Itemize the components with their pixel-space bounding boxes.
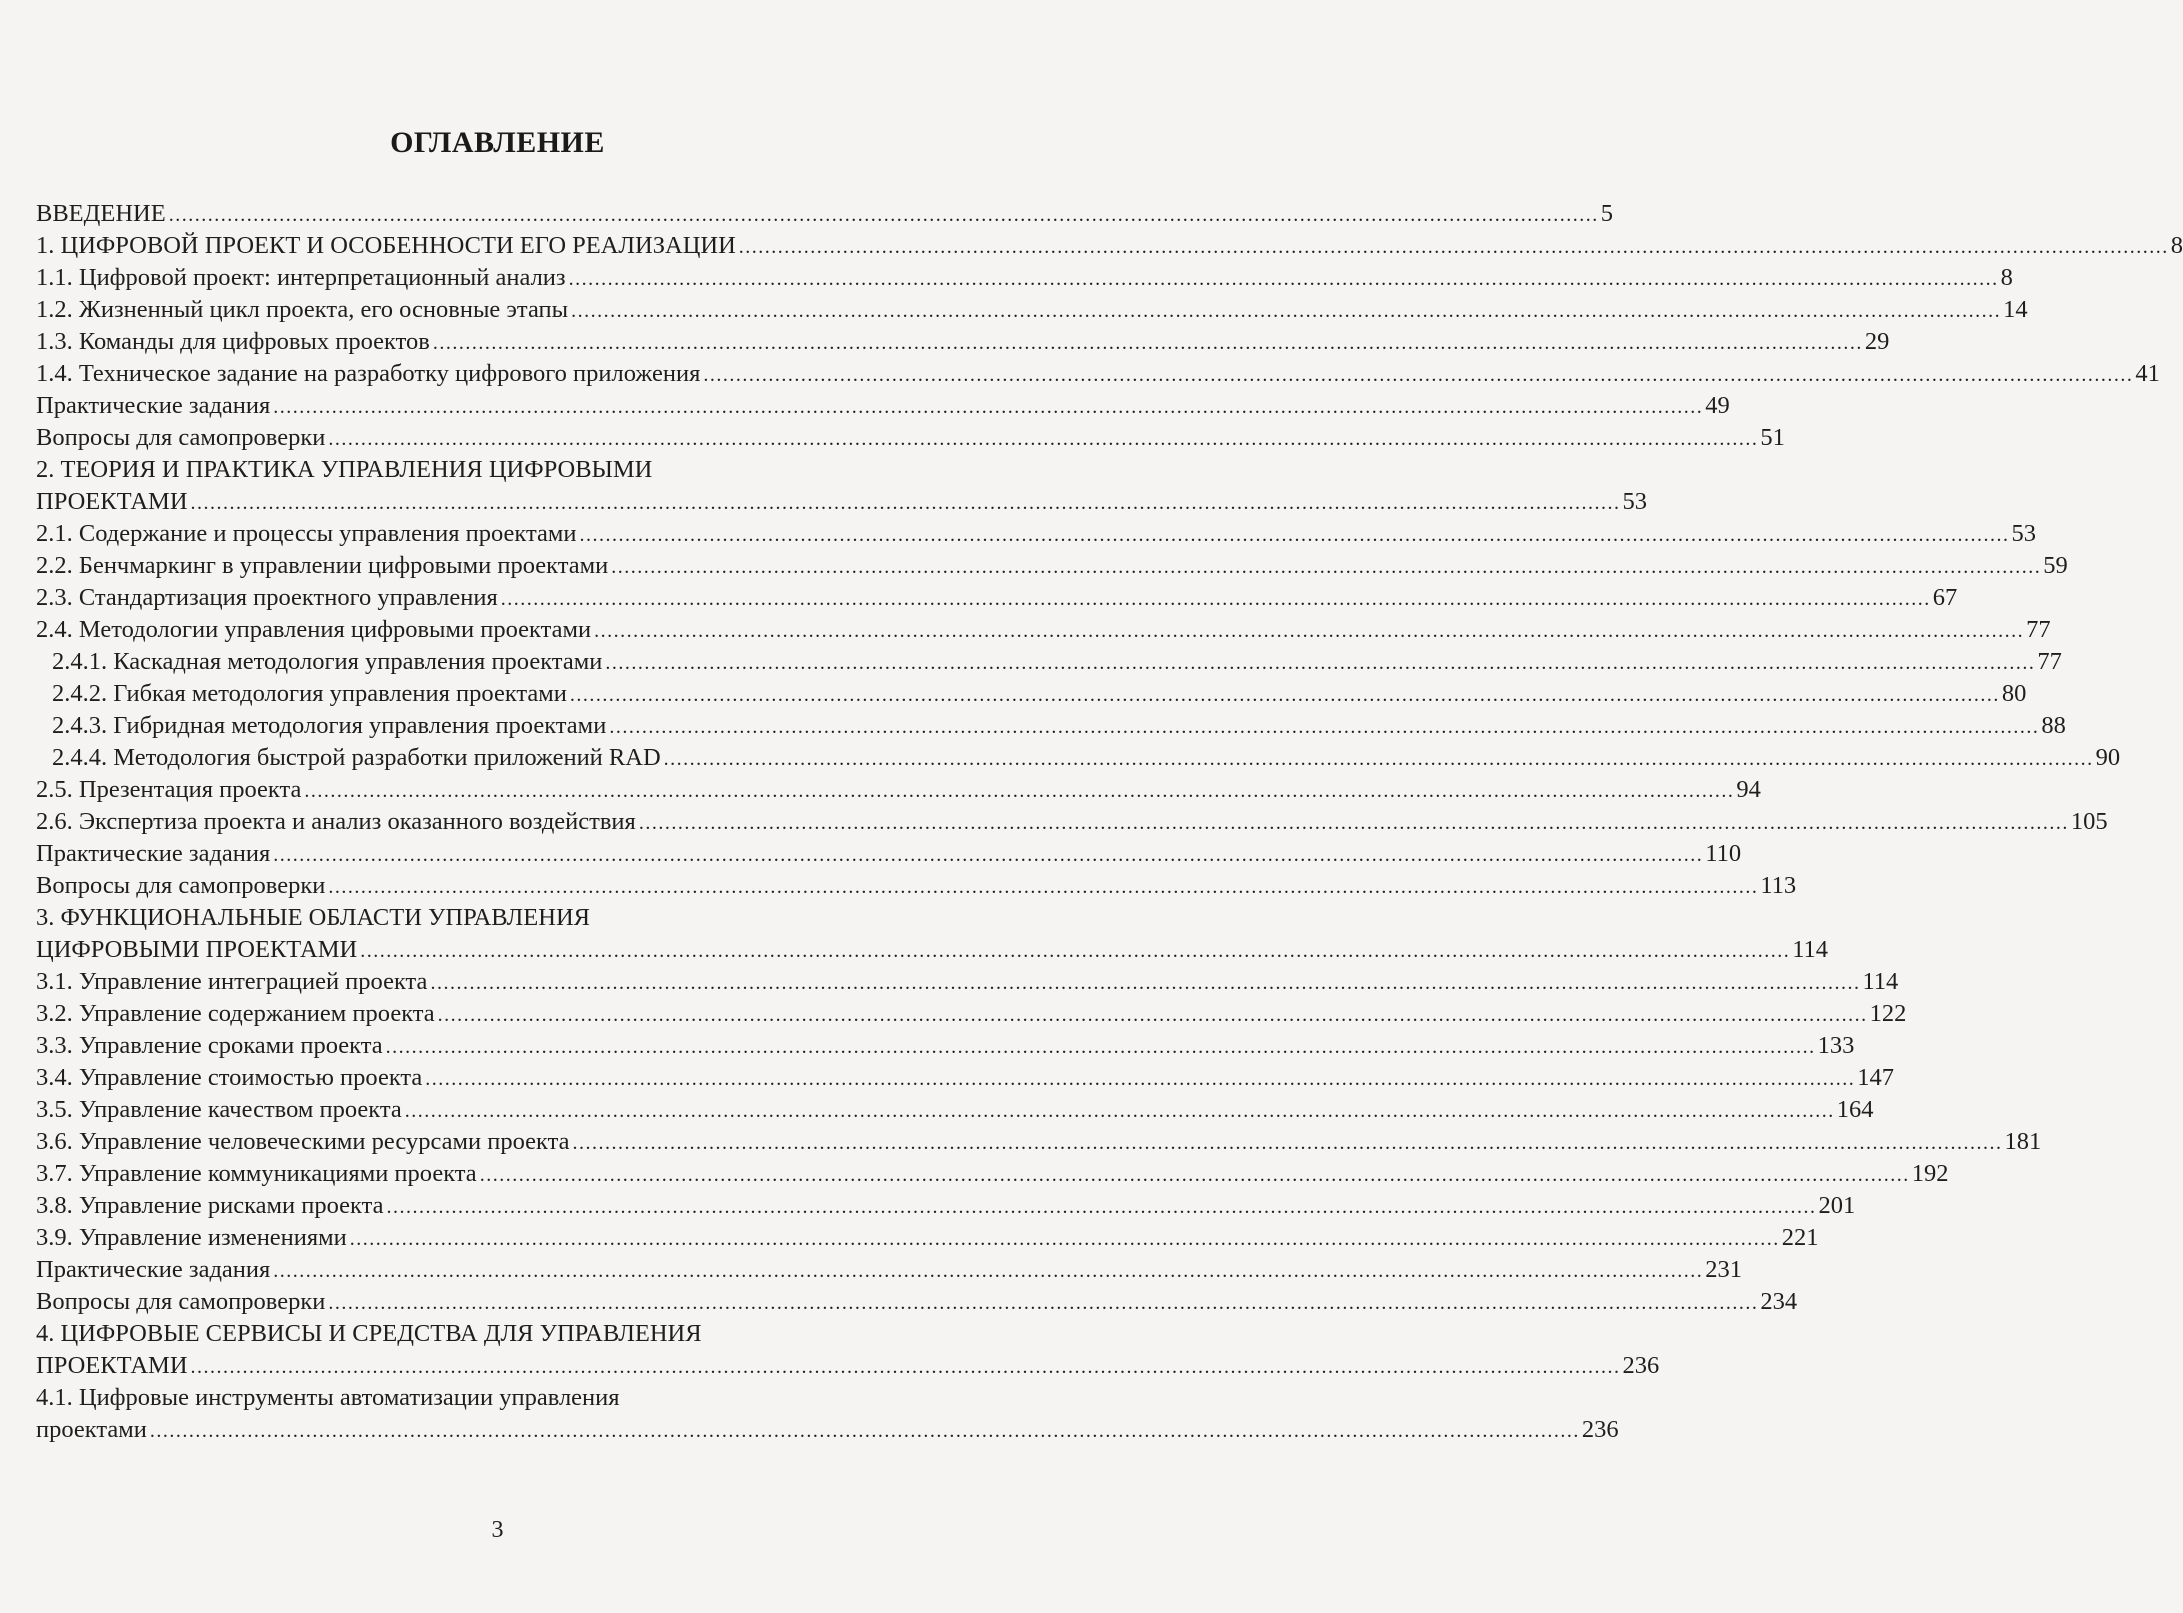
toc-entry <box>36 966 1899 998</box>
toc-entry-page: 94 <box>1736 776 1761 803</box>
toc-entry-title: 2.4.4. Методология быстрой разработки приложений RAD <box>52 744 661 771</box>
page-title: ОГЛАВЛЕНИЕ <box>390 126 605 159</box>
dot-leader: ............................................................................................................................................................................................................................ <box>738 236 2169 258</box>
toc-entry <box>36 582 1958 614</box>
toc-entry-title: 2.5. Презентация проекта <box>36 776 302 803</box>
toc-entry-row <box>36 294 2028 326</box>
toc-entry-row <box>36 422 1785 454</box>
toc-entry-row <box>36 1254 1743 1286</box>
toc-entry-title: проектами <box>36 1416 147 1443</box>
dot-leader: ............................................................................................................................................................................................................................ <box>594 620 2025 642</box>
toc-entry-title-line: 3. ФУНКЦИОНАЛЬНЫЕ ОБЛАСТИ УПРАВЛЕНИЯ <box>36 904 590 931</box>
toc-entry-page: 49 <box>1705 392 1730 419</box>
toc-entry <box>36 198 1613 230</box>
dot-leader: ............................................................................................................................................................................................................................ <box>425 1068 1856 1090</box>
toc-entry-page: 51 <box>1760 424 1785 451</box>
toc-entry-title: 1. ЦИФРОВОЙ ПРОЕКТ И ОСОБЕННОСТИ ЕГО РЕАЛИЗАЦИИ <box>36 232 736 259</box>
toc-entry-title: 3.6. Управление человеческими ресурсами проекта <box>36 1128 570 1155</box>
dot-leader: ............................................................................................................................................................................................................................ <box>360 940 1791 962</box>
toc-entry-page: 201 <box>1818 1192 1856 1219</box>
dot-leader: ............................................................................................................................................................................................................................ <box>663 748 2094 770</box>
dot-leader: ............................................................................................................................................................................................................................ <box>579 524 2010 546</box>
dot-leader: ............................................................................................................................................................................................................................ <box>611 556 2042 578</box>
toc-entry-page: 231 <box>1705 1256 1743 1283</box>
toc-entry-row <box>36 1222 1819 1254</box>
toc-entry <box>36 646 2062 678</box>
toc-entry-title: 3.8. Управление рисками проекта <box>36 1192 384 1219</box>
toc-entry-page: 88 <box>2041 712 2066 739</box>
toc-entry-title: 2.2. Бенчмаркинг в управлении цифровыми проектами <box>36 552 609 579</box>
toc-entry-title-line: 4.1. Цифровые инструменты автоматизации управления <box>36 1384 620 1411</box>
toc-entry <box>36 614 2051 646</box>
toc-entry-row <box>36 742 2121 774</box>
toc-entry-row <box>36 198 1613 230</box>
dot-leader: ............................................................................................................................................................................................................................ <box>328 428 1759 450</box>
toc-entry <box>36 1126 2042 1158</box>
dot-leader: ............................................................................................................................................................................................................................ <box>437 1004 1868 1026</box>
toc-entry-page: 181 <box>2004 1128 2042 1155</box>
toc-entry-title: Практические задания <box>36 1256 271 1283</box>
toc-entry <box>36 294 2028 326</box>
toc-entry-row <box>36 870 1797 902</box>
dot-leader: ............................................................................................................................................................................................................................ <box>479 1164 1910 1186</box>
toc-entry-row <box>36 678 2027 710</box>
dot-leader: ............................................................................................................................................................................................................................ <box>569 684 2000 706</box>
toc-entry-title: 3.2. Управление содержанием проекта <box>36 1000 435 1027</box>
toc-entry-page: 133 <box>1817 1032 1855 1059</box>
toc-entry-row <box>36 1190 1856 1222</box>
toc-entry <box>36 518 2036 550</box>
toc-entry <box>36 1318 1660 1382</box>
dot-leader: ............................................................................................................................................................................................................................ <box>571 300 2002 322</box>
toc-entry <box>36 262 2013 294</box>
table-of-contents <box>36 198 2183 1446</box>
toc-entry <box>36 422 1785 454</box>
toc-entry <box>36 1190 1856 1222</box>
dot-leader: ............................................................................................................................................................................................................................ <box>432 332 1863 354</box>
toc-entry <box>36 454 1648 518</box>
toc-entry-row <box>36 358 2160 390</box>
toc-entry-row <box>36 262 2013 294</box>
toc-entry <box>36 710 2066 742</box>
toc-entry-title: Практические задания <box>36 840 271 867</box>
toc-entry-title: ПРОЕКТАМИ <box>36 1352 188 1379</box>
toc-entry-page: 77 <box>2026 616 2051 643</box>
toc-entry-page: 53 <box>2011 520 2036 547</box>
toc-entry-title: 1.4. Техническое задание на разработку цифрового приложения <box>36 360 701 387</box>
toc-entry-page: 113 <box>1760 872 1797 899</box>
toc-entry <box>36 550 2068 582</box>
toc-entry-page: 5 <box>1600 200 1613 227</box>
toc-entry <box>36 1062 1895 1094</box>
toc-entry-row <box>36 1286 1798 1318</box>
dot-leader: ............................................................................................................................................................................................................................ <box>149 1420 1580 1442</box>
toc-entry-row <box>36 1414 1619 1446</box>
toc-entry-title: 2.6. Экспертиза проекта и анализ оказанного воздействия <box>36 808 636 835</box>
dot-leader: ............................................................................................................................................................................................................................ <box>304 780 1735 802</box>
toc-entry-row <box>36 614 2051 646</box>
dot-leader: ............................................................................................................................................................................................................................ <box>572 1132 2003 1154</box>
toc-entry-page: 192 <box>1911 1160 1949 1187</box>
toc-entry-page: 80 <box>2001 680 2027 707</box>
toc-entry-page: 105 <box>2070 808 2108 835</box>
toc-entry-title: 1.1. Цифровой проект: интерпретационный анализ <box>36 264 566 291</box>
toc-entry-row <box>36 966 1899 998</box>
toc-entry-row <box>36 710 2066 742</box>
toc-entry-title: 3.7. Управление коммуникациями проекта <box>36 1160 477 1187</box>
dot-leader: ............................................................................................................................................................................................................................ <box>386 1196 1817 1218</box>
toc-entry <box>36 1254 1743 1286</box>
dot-leader: ............................................................................................................................................................................................................................ <box>273 844 1704 866</box>
toc-entry-row <box>36 518 2036 550</box>
toc-entry-row <box>36 326 1890 358</box>
toc-entry-page: 41 <box>2135 360 2160 387</box>
toc-entry-title: 2.4.2. Гибкая методология управления проектами <box>52 680 567 707</box>
toc-entry-page: 8 <box>2170 232 2183 259</box>
toc-entry-title: 3.5. Управление качеством проекта <box>36 1096 402 1123</box>
toc-entry-title: Практические задания <box>36 392 271 419</box>
toc-entry-row <box>36 646 2062 678</box>
toc-entry-page: 147 <box>1857 1064 1895 1091</box>
toc-entry <box>36 678 2027 710</box>
toc-entry-page: 114 <box>1862 968 1899 995</box>
toc-entry-row <box>36 486 1648 518</box>
toc-entry-title: 2.4. Методологии управления цифровыми проектами <box>36 616 592 643</box>
toc-entry-page: 114 <box>1792 936 1829 963</box>
toc-entry <box>36 358 2160 390</box>
dot-leader: ............................................................................................................................................................................................................................ <box>703 364 2134 386</box>
toc-entry-row <box>36 774 1761 806</box>
toc-entry <box>36 1382 1619 1446</box>
toc-entry-page: 164 <box>1836 1096 1874 1123</box>
toc-entry-row <box>36 582 1958 614</box>
toc-entry <box>36 1158 1949 1190</box>
dot-leader: ............................................................................................................................................................................................................................ <box>328 1292 1759 1314</box>
toc-entry-title: 3.4. Управление стоимостью проекта <box>36 1064 423 1091</box>
page-number: 3 <box>491 1517 504 1543</box>
toc-entry <box>36 742 2121 774</box>
toc-entry-title: ЦИФРОВЫМИ ПРОЕКТАМИ <box>36 936 358 963</box>
toc-entry-page: 67 <box>1932 584 1958 611</box>
dot-leader: ............................................................................................................................................................................................................................ <box>609 716 2040 738</box>
toc-entry-page: 8 <box>2000 264 2013 291</box>
toc-entry-title: 2.1. Содержание и процессы управления проектами <box>36 520 577 547</box>
toc-entry-title: 1.3. Команды для цифровых проектов <box>36 328 430 355</box>
toc-entry <box>36 1094 1874 1126</box>
toc-entry <box>36 1222 1819 1254</box>
toc-entry-row <box>36 550 2068 582</box>
toc-entry-row <box>36 1126 2042 1158</box>
toc-entry-page: 29 <box>1864 328 1890 355</box>
dot-leader: ............................................................................................................................................................................................................................ <box>190 492 1621 514</box>
toc-entry-page: 14 <box>2003 296 2028 323</box>
toc-entry-row <box>36 1094 1874 1126</box>
toc-entry-title: 1.2. Жизненный цикл проекта, его основные этапы <box>36 296 569 323</box>
toc-entry-row <box>36 1030 1855 1062</box>
toc-entry <box>36 838 1742 870</box>
toc-entry-page: 110 <box>1705 840 1742 867</box>
toc-entry-title: 2.4.1. Каскадная методология управления проектами <box>52 648 603 675</box>
toc-entry <box>36 902 1829 966</box>
toc-entry-title-line: 2. ТЕОРИЯ И ПРАКТИКА УПРАВЛЕНИЯ ЦИФРОВЫМИ <box>36 456 653 483</box>
toc-entry <box>36 870 1797 902</box>
toc-entry <box>36 998 1907 1030</box>
toc-entry-row <box>36 390 1730 422</box>
dot-leader: ............................................................................................................................................................................................................................ <box>385 1036 1816 1058</box>
toc-entry-row <box>36 998 1907 1030</box>
toc-entry-title: 2.4.3. Гибридная методология управления проектами <box>52 712 607 739</box>
toc-entry <box>36 1286 1798 1318</box>
toc-entry-page: 53 <box>1622 488 1648 515</box>
toc-entry <box>36 326 1890 358</box>
toc-entry-row <box>36 838 1742 870</box>
toc-entry-page: 77 <box>2037 648 2062 675</box>
toc-entry-title: ПРОЕКТАМИ <box>36 488 188 515</box>
dot-leader: ............................................................................................................................................................................................................................ <box>190 1356 1621 1378</box>
toc-entry-row <box>36 1350 1660 1382</box>
dot-leader: ............................................................................................................................................................................................................................ <box>605 652 2036 674</box>
toc-entry-page: 221 <box>1781 1224 1819 1251</box>
toc-entry-title: 3.9. Управление изменениями <box>36 1224 347 1251</box>
toc-entry-row <box>36 1062 1895 1094</box>
dot-leader: ............................................................................................................................................................................................................................ <box>638 812 2069 834</box>
toc-entry-row <box>36 806 2108 838</box>
dot-leader: ............................................................................................................................................................................................................................ <box>430 972 1861 994</box>
toc-entry <box>36 806 2108 838</box>
toc-entry-title: Вопросы для самопроверки <box>36 1288 326 1315</box>
toc-entry <box>36 390 1730 422</box>
dot-leader: ............................................................................................................................................................................................................................ <box>273 1260 1704 1282</box>
toc-entry-title: 2.3. Стандартизация проектного управления <box>36 584 498 611</box>
dot-leader: ............................................................................................................................................................................................................................ <box>328 876 1759 898</box>
dot-leader: ............................................................................................................................................................................................................................ <box>349 1228 1780 1250</box>
dot-leader: ............................................................................................................................................................................................................................ <box>168 204 1599 226</box>
toc-entry-title-line: 4. ЦИФРОВЫЕ СЕРВИСЫ И СРЕДСТВА ДЛЯ УПРАВЛЕНИЯ <box>36 1320 702 1347</box>
toc-entry-title: ВВЕДЕНИЕ <box>36 200 166 227</box>
toc-entry <box>36 1030 1855 1062</box>
toc-entry <box>36 774 1761 806</box>
toc-entry-page: 90 <box>2095 744 2121 771</box>
dot-leader: ............................................................................................................................................................................................................................ <box>273 396 1704 418</box>
toc-entry-row <box>36 1158 1949 1190</box>
toc-entry-title: Вопросы для самопроверки <box>36 424 326 451</box>
toc-entry-page: 236 <box>1622 1352 1660 1379</box>
toc-entry-page: 234 <box>1760 1288 1798 1315</box>
toc-entry-row <box>36 230 2183 262</box>
toc-entry-title: 3.3. Управление сроками проекта <box>36 1032 383 1059</box>
toc-entry-page: 236 <box>1581 1416 1619 1443</box>
toc-entry-page: 122 <box>1869 1000 1907 1027</box>
dot-leader: ............................................................................................................................................................................................................................ <box>568 268 1999 290</box>
toc-entry-title: 3.1. Управление интеграцией проекта <box>36 968 428 995</box>
toc-entry <box>36 230 2183 262</box>
dot-leader: ............................................................................................................................................................................................................................ <box>404 1100 1835 1122</box>
dot-leader: ............................................................................................................................................................................................................................ <box>500 588 1931 610</box>
toc-entry-title: Вопросы для самопроверки <box>36 872 326 899</box>
toc-entry-page: 59 <box>2043 552 2068 579</box>
toc-entry-row <box>36 934 1829 966</box>
